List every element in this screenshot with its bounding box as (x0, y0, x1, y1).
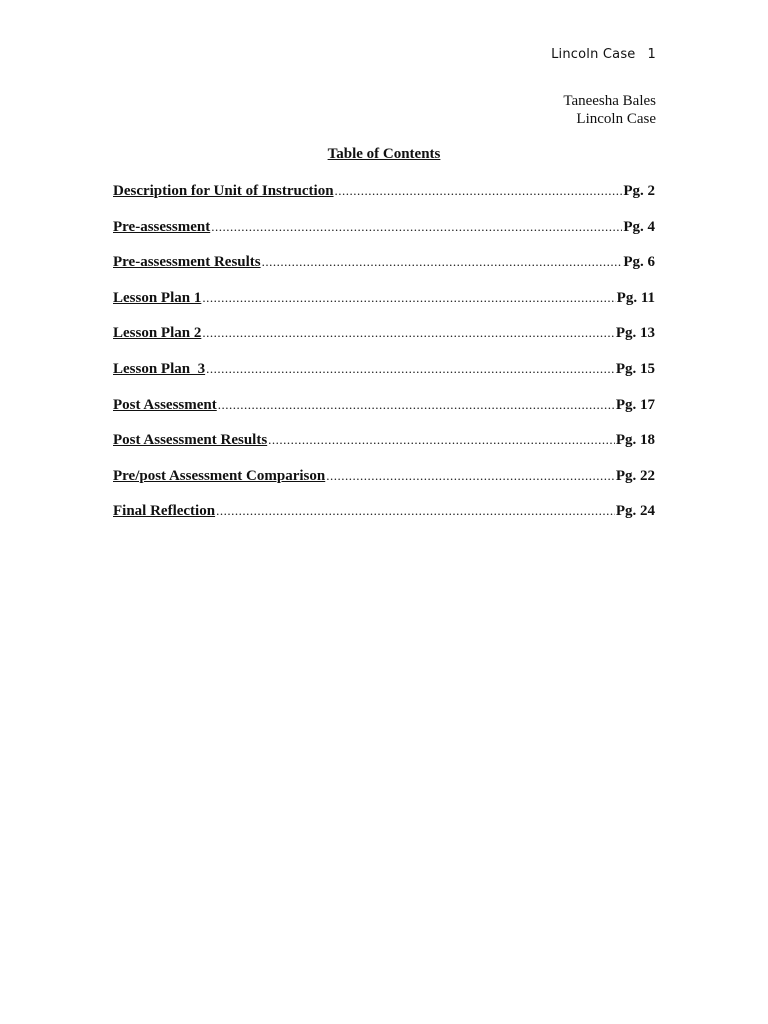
dot-leader (326, 466, 615, 486)
author-name: Taneesha Bales (563, 93, 656, 109)
dot-leader (202, 323, 614, 343)
toc-list (113, 181, 655, 537)
toc-entry (113, 181, 655, 217)
dot-leader (218, 395, 615, 415)
toc-entry (113, 323, 655, 359)
toc-entry-title: Lesson Plan 1 (113, 289, 202, 306)
dot-leader (211, 217, 622, 237)
toc-entry-title: Lesson Plan 3 (113, 360, 206, 377)
toc-heading: Table of Contents (327, 146, 441, 162)
toc-entry (113, 288, 655, 324)
toc-entry (113, 466, 655, 502)
toc-entry-title: Pre-assessment (113, 218, 211, 235)
toc-entry (113, 217, 655, 253)
toc-entry-title: Pre/post Assessment Comparison (113, 467, 326, 484)
toc-entry-page: Pg. 18 (615, 432, 655, 449)
toc-entry-page: Pg. 11 (616, 289, 655, 306)
toc-entry-title: Description for Unit of Instruction (113, 183, 334, 199)
toc-entry-title: Lesson Plan 2 (113, 325, 202, 342)
toc-entry-title: Post Assessment (113, 396, 217, 413)
toc-entry (113, 359, 655, 395)
toc-entry-page: Pg. 6 (623, 254, 655, 271)
toc-entry-page: Pg. 17 (615, 396, 655, 413)
dot-leader (262, 252, 623, 272)
toc-entry (113, 501, 655, 537)
toc-entry (113, 395, 655, 431)
toc-entry-title: Final Reflection (113, 503, 216, 520)
page-number: 1 (647, 47, 656, 62)
toc-entry-page: Pg. 15 (615, 360, 655, 377)
toc-entry (113, 252, 655, 288)
toc-entry-title: Post Assessment Results (113, 432, 268, 449)
dot-leader (206, 359, 615, 379)
dot-leader (202, 288, 615, 308)
author-block (563, 92, 656, 128)
toc-entry-page: Pg. 22 (615, 467, 655, 484)
dot-leader (335, 181, 623, 201)
running-header-title: Lincoln Case (551, 47, 636, 62)
toc-entry-page: Pg. 13 (615, 325, 655, 342)
toc-entry-page: Pg. 24 (615, 503, 655, 520)
dot-leader (216, 501, 615, 521)
running-header (551, 47, 656, 62)
toc-entry-page: Pg. 4 (623, 218, 655, 235)
dot-leader (268, 430, 615, 450)
toc-entry-title: Pre-assessment Results (113, 254, 261, 271)
document-title: Lincoln Case (576, 111, 656, 127)
toc-entry (113, 430, 655, 466)
toc-entry-page: Pg. 2 (623, 183, 655, 199)
